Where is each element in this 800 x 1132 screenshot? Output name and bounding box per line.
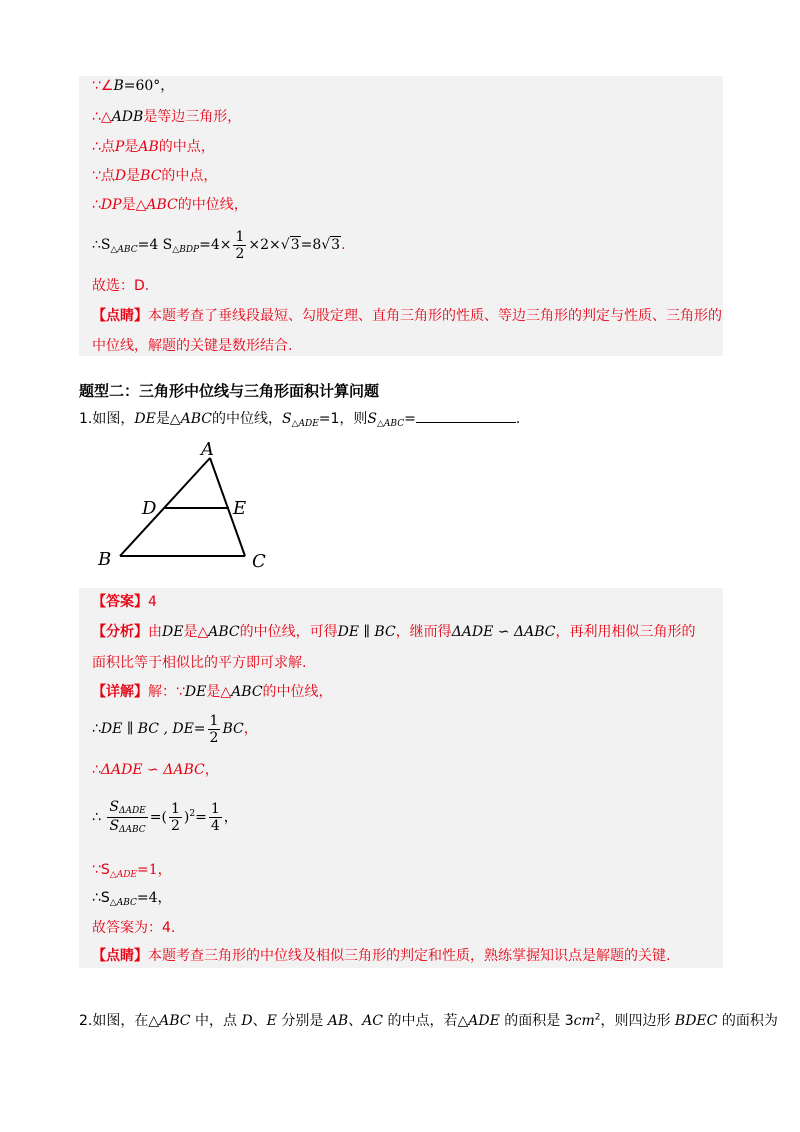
fraction-half-3: $\frac{1}{2}$ (170, 801, 180, 835)
dianjing-2-line: 【点睛】本题考查三角形的中位线及相似三角形的判定和性质，熟练掌握知识点是解题的关键. (92, 948, 671, 964)
line-adb-equilateral: ∴△ADB是等边三角形， (92, 109, 242, 125)
line-angle-b: ∵∠B=60°， (92, 78, 175, 94)
area-ratio-fraction: $\frac{\text{SΔADE}}{\text{SΔABC}}$ (109, 799, 146, 836)
answer-blank (416, 408, 516, 423)
sqrt-3-result: √3 (321, 237, 341, 253)
label-a: A (201, 439, 214, 460)
label-b: B (98, 549, 112, 570)
label-d: D (142, 498, 157, 519)
analysis-line2: 面积比等于相似比的平方即可求解. (92, 655, 307, 671)
detail-line3: ∴ΔADE ∽ ΔABC， (92, 762, 219, 778)
dianjing-1-line2: 中位线，解题的关键是数形结合. (92, 338, 293, 354)
sqrt-3: √3 (280, 237, 300, 253)
line-dp-median: ∴DP是△ABC的中位线， (92, 197, 248, 213)
line-area-calc: $\therefore S_{\triangle ABC}=4$ $S_{\triangle BDP}=4\times$ $\frac{1}{2}$ ×2×√3=8√3. (92, 228, 346, 262)
label-c: C (252, 551, 266, 572)
detail-line4: ∴ $\frac{\text{SΔADE}}{\text{SΔABC}}$ =( $\frac{1}{2}$ )$^2$= $\frac{1}{4}$ ， (92, 799, 238, 836)
dianjing-1-line1: 【点睛】本题考查了垂线段最短、勾股定理、直角三角形的性质、等边三角形的判定与性质、三角形的 (92, 308, 722, 324)
detail-line5: $\because S_{\triangle ADE}=1$， (92, 862, 172, 880)
answer-line: 【答案】4 (92, 594, 157, 610)
final-answer-line: 故答案为：4. (92, 920, 176, 936)
question-2: 2.如图，在△ABC 中，点 D、E 分别是 AB、AC 的中点，若△ADE 的面积是 $3cm^2$，则四边形 BDEC 的面积为 (79, 1012, 778, 1029)
fraction-quarter: $\frac{1}{4}$ (210, 801, 220, 835)
line-p-midpoint: ∴点P是AB的中点， (92, 139, 215, 155)
question-1: 1.如图，DE是△ABC的中位线，$S_{\triangle ADE}=1$，则$S_{\triangle ABC}=$ . (79, 408, 520, 428)
line-d-midpoint: ∵点D是BC的中点， (92, 168, 218, 184)
section-title: 题型二：三角形中位线与三角形面积计算问题 (79, 382, 380, 400)
detail-line6: $\therefore S_{\triangle ABC}=4$， (92, 890, 172, 908)
label-e: E (233, 498, 247, 519)
fraction-half: $\frac{1}{2}$ (235, 228, 245, 262)
triangle-figure (90, 435, 290, 575)
detail-line1: 【详解】解：∵DE是△ABC的中位线， (92, 684, 333, 700)
fraction-half-2: $\frac{1}{2}$ (209, 712, 219, 746)
detail-line2: ∴DE ∥ BC , DE= $\frac{1}{2}$ BC， (92, 712, 258, 746)
choice-line: 故选：D. (92, 278, 150, 294)
analysis-line1: 【分析】由DE是△ABC的中位线，可得DE ∥ BC，继而得ΔADE ∽ ΔABC，再利用相似三角形的 (92, 624, 696, 640)
